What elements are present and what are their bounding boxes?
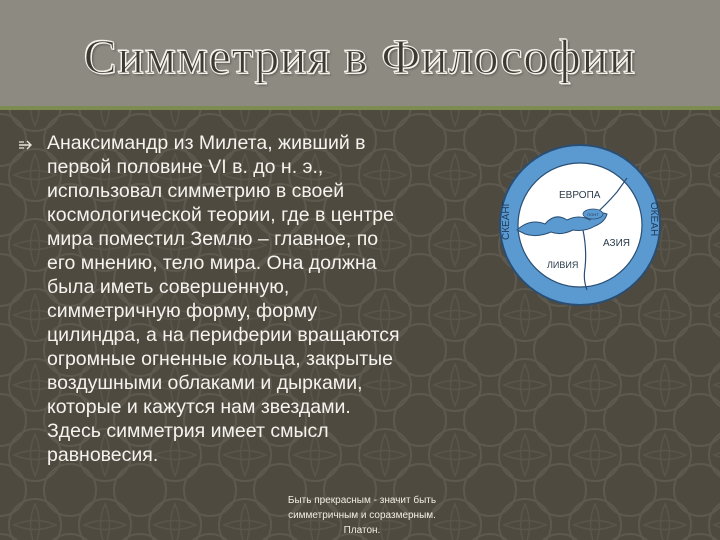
- bullet-icon: [18, 140, 36, 150]
- map-label-ocean-left: СКЕАНГ: [501, 200, 512, 240]
- map-label-asia: АЗИЯ: [603, 238, 631, 249]
- map-label-ocean-right: ОКЕАН: [648, 202, 659, 237]
- map-label-pontus: ПОНТ: [587, 212, 599, 217]
- plato-quote: Быть прекрасным - значит быть симметричным и соразмерным. Платон.: [287, 495, 437, 536]
- map-label-libya: ЛИВИЯ: [547, 260, 579, 270]
- slide-title: Симметрия в Философии: [83, 29, 637, 84]
- anaximander-world-map: [495, 140, 665, 315]
- title-bar: [0, 0, 720, 110]
- body-paragraph: Анаксимандр из Милета, живший в первой половине VI в. до н. э., использовал симметрию в своей космологической теории, где в центре мира поместил Землю – главное, по его мнению, тело мира. Она должна была иметь совершенную, симметричную форму, форму цилиндра, а на периферии вращаются огромные огненные кольца, закрытые воздушными облаками и дырками, которые и кажутся нам звездами. Здесь симметрия имеет смысл равновесия.: [47, 132, 400, 466]
- map-label-europe: ЕВРОПА: [559, 190, 601, 201]
